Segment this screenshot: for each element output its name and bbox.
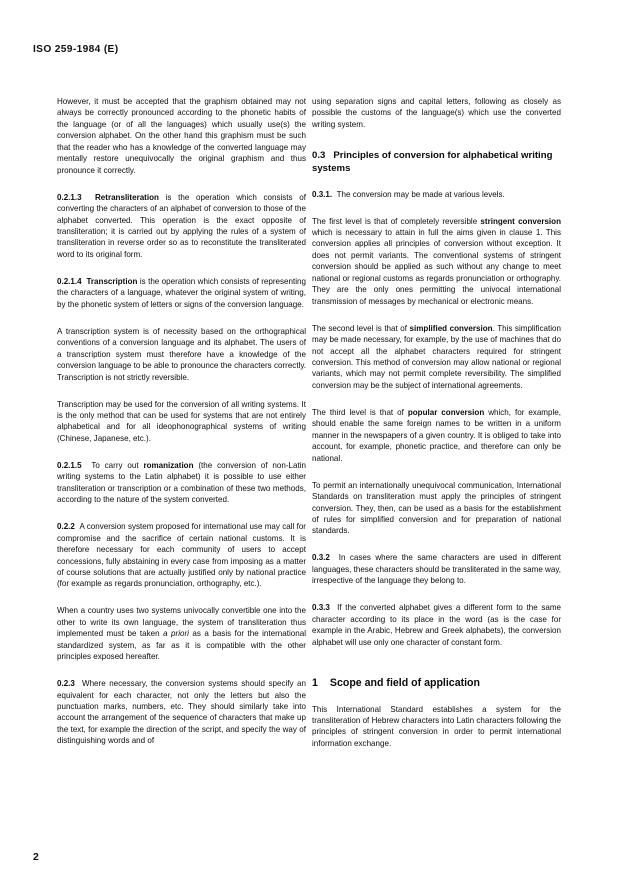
paragraph-text: A transcription system is of necessity based on the orthographical conventions of a conversion language and its alphabet. The users of a transcription system must therefore have a knowledge of the conversion language to be able to pronounce the characters correctly. Transcription is not strictly reversible.	[57, 326, 306, 382]
paragraph-text-a: When a country uses two systems univocally convertible one into the other to write its own language, the system of transliteration thus implemented must be taken	[57, 606, 306, 639]
paragraph-text: using separation signs and capital letters, following as closely as possible the customs of the language(s) which use the converted writing system.	[312, 97, 561, 129]
paragraph-lead-in: The second level is that of	[312, 323, 410, 333]
paragraph	[312, 96, 561, 130]
paragraph-first-level	[312, 216, 561, 308]
right-column	[312, 96, 561, 749]
paragraph-text: . This simplification may be made necessary, for example, by the use of machines that do not accept all the alphabet characters required for stringent conversion. This method of conversion may allow national or regional variants, which may not permit complete reversibility. The simplified conversion may be the subject of international agreements.	[312, 323, 561, 390]
paragraph-text: (the conversion of non-Latin writing systems to the Latin alphabet) it is possible to use either transliteration or transcription or a combination of these two methods, according to the nature of the system converted.	[57, 460, 306, 505]
paragraph-text-b: as a basis for the international standardized system, as far as it is compatible with the other principles exposed hereafter.	[57, 629, 306, 662]
clause-number: 0.3.2	[312, 553, 330, 563]
paragraph-lead-in: The third level is that of	[312, 407, 408, 417]
paragraph-lead-in: The first level is that of completely reversible	[312, 216, 481, 226]
clause-number: 0.3.1.	[312, 189, 333, 199]
paragraph-text: is the operation which consists of representing the characters of a language, whatever the original system of writing, by the phonetic system of letters or signs of the conversion language.	[57, 276, 306, 309]
paragraph-text: Transcription may be used for the conversion of all writing systems. It is the only method that can be used for systems that are not entirely alphabetical and for all ideophonographical systems of writing (Chinese, Japanese, etc.).	[57, 399, 306, 443]
term-keyword: stringent conversion	[480, 216, 561, 226]
clause-number: 0.2.2	[57, 522, 75, 532]
paragraph-0-2-2	[57, 521, 306, 590]
paragraph-0-3-2	[312, 552, 561, 586]
running-head: ISO 259-1984 (E)	[33, 44, 119, 55]
term-keyword: Transcription	[86, 276, 138, 286]
clause-number: 0.2.3	[57, 679, 75, 689]
term-keyword: popular conversion	[407, 407, 485, 417]
paragraph-text: This International Standard establishes a system for the transliteration of Hebrew characters into Latin characters following the principles of stringent conversion in order to permit international information exchange.	[312, 704, 561, 748]
heading-title: Principles of conversion for alphabetical writing systems	[312, 150, 553, 174]
paragraph-0-3-1	[312, 189, 561, 200]
paragraph-text: The conversion may be made at various levels.	[336, 189, 505, 199]
paragraph-text: If the converted alphabet gives a different form to the same character according to its place in the word (as is the case for example in the Arabic, Hebrew and Greek alphabets), the conversion alphabet will use only one character of constant form.	[312, 603, 561, 647]
paragraph	[57, 605, 306, 662]
clause-number: 0.2.1.3	[57, 192, 82, 202]
left-column	[57, 96, 306, 747]
heading-number: 0.3	[312, 150, 326, 162]
paragraph-text: A conversion system proposed for international use may call for compromise and the sacrifice of certain national customs. It is therefore necessary for each community of users to accept concessions, fully abstaining in every case from imposing as a matter of course solutions that are actually justified only by national practice (for example as regards pronunciation, orthography, etc.).	[57, 522, 306, 589]
paragraph-second-level	[312, 323, 561, 392]
heading-0-3	[312, 150, 561, 175]
paragraph-0-3-3	[312, 602, 561, 648]
page-number: 2	[33, 852, 39, 863]
paragraph-text: To permit an internationally unequivocal communication, International Standards on transliteration must apply the principles of stringent conversion. They, then, can be used as a basis for the establishment of rules for simplified conversion and for preparation of national standards.	[312, 480, 561, 536]
paragraph-0-2-1-3	[57, 192, 306, 261]
two-column-body	[0, 96, 620, 796]
paragraph-0-2-1-5	[57, 460, 306, 506]
italic-phrase: a priori	[163, 629, 189, 639]
term-keyword: romanization	[143, 460, 194, 470]
heading-title: Scope and field of application	[329, 677, 480, 690]
clause-number: 0.2.1.5	[57, 460, 82, 470]
paragraph-0-2-3	[57, 678, 306, 747]
clause-number: 0.3.3	[312, 603, 330, 613]
term-keyword: Retransliteration	[94, 192, 159, 202]
paragraph-text: In cases where the same characters are used in different languages, these characters should be transliterated in the same way, irrespective of the language they belong to.	[312, 553, 562, 586]
paragraph	[312, 480, 561, 537]
paragraph	[57, 399, 306, 445]
paragraph	[57, 326, 306, 383]
paragraph-text: which, for example, should enable the same foreign names to be written in a uniform manner in the newspapers of a given country. It is obliged to take into account, for example, phonetic practice, and therefore can only be national.	[312, 407, 561, 463]
clause-number: 0.2.1.4	[57, 276, 82, 286]
paragraph	[57, 96, 306, 176]
heading-1-scope	[312, 677, 561, 691]
paragraph-0-2-1-4	[57, 276, 306, 310]
heading-number: 1	[312, 677, 318, 690]
paragraph-text: However, it must be accepted that the graphism obtained may not always be correctly pronounced according to the phonetic habits of the language (or of all the languages) which usually use(s) the conversion alphabet. On the other hand this graphism must be such that the reader who has a knowledge of the converted language may mentally restore unequivocally the original graphism and thus pronounce it correctly.	[57, 97, 306, 175]
paragraph-scope	[312, 704, 561, 750]
term-keyword: simplified conversion	[409, 323, 493, 333]
paragraph-third-level	[312, 407, 561, 464]
paragraph-text: which is necessary to attain in full the aims given in clause 1. This conversion applies all principles of conversion without exception. It does not permit variants. The conventional systems of stringent conversion should be applied as such without any change to meet national or regional customs as regards pronunciation or orthography. They are the only ones permitting the univocal international transmission of messages by mechanical or electronic means.	[312, 227, 561, 306]
paragraph-text: is the operation which consists of converting the characters of an alphabet of conversion to those of the alphabet converted. This operation is the exact opposite of transliteration; it is carried out by applying the rules of a system of transliteration in reverse order so as to reconstitute the transliterated word to its original form.	[57, 192, 306, 259]
paragraph-lead-in: To carry out	[91, 460, 139, 470]
paragraph-text: Where necessary, the conversion systems should specify an equivalent for each character, not only the letters but also the punctuation marks, numbers, etc. They should similarly take into account the arrangement of the sequence of characters that make up the text, for example the direction of the script, and specify the way of distinguishing words and of	[57, 679, 306, 746]
